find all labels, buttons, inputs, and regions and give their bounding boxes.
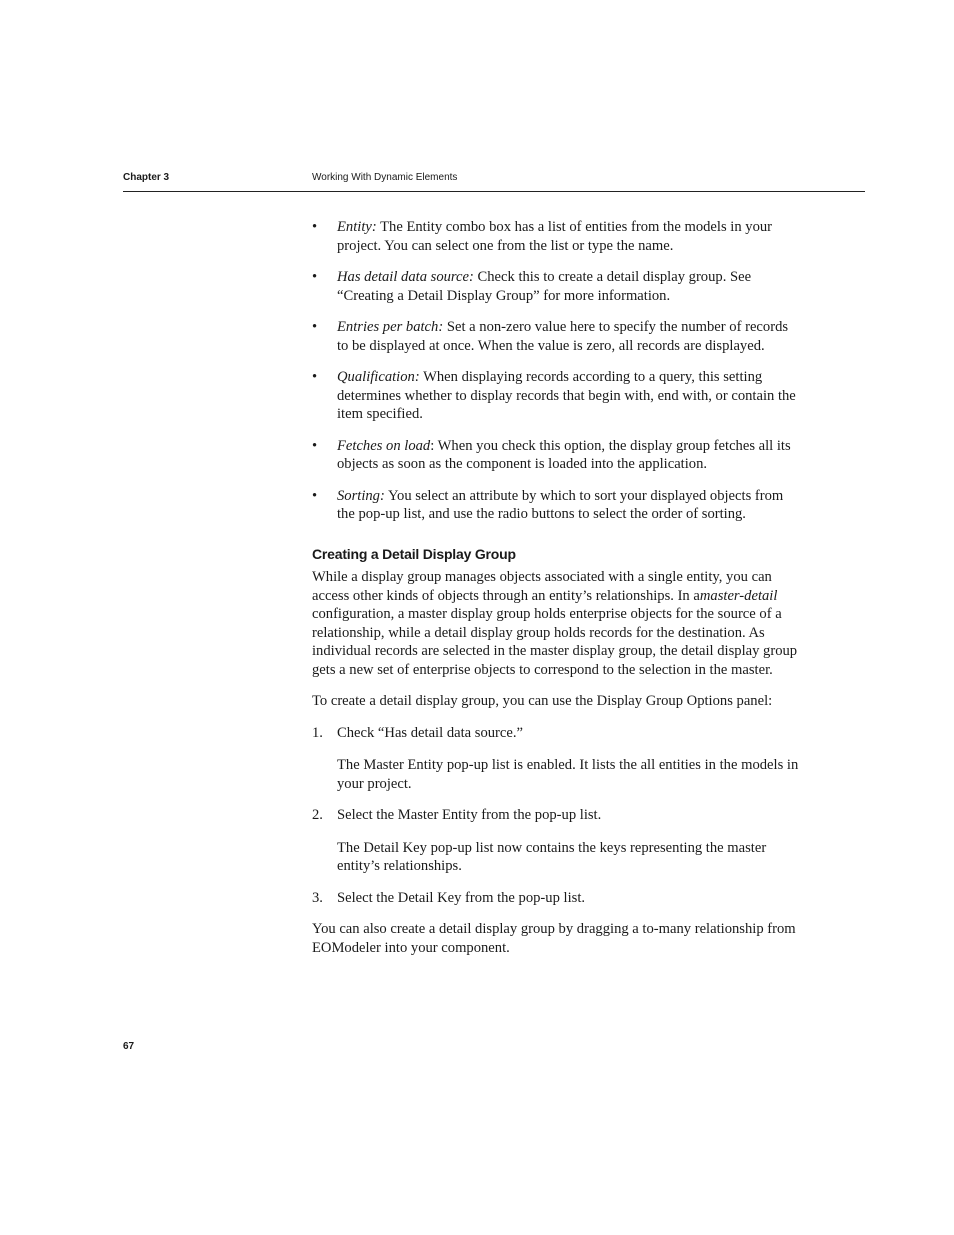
closing-paragraph: You can also create a detail display group by dragging a to-many relationship from EOModeler into your component. <box>312 921 796 956</box>
list-item <box>312 487 800 524</box>
step-result: The Detail Key pop-up list now contains the keys representing the master entity’s relationships. <box>337 839 767 874</box>
bullet-glyph: • <box>312 269 318 285</box>
section-heading: Creating a Detail Display Group <box>312 545 516 562</box>
step-number: 3. <box>312 889 323 906</box>
bullet-glyph: • <box>312 319 318 335</box>
intro-text-b: configuration, a master display group holds enterprise objects for the source of a relationship, while a detail display group holds records for the destination. As individual records are selected in the master display group, the detail display group gets a new set of enterprise objects to correspond to the selection in the master. <box>312 606 798 678</box>
page-body <box>312 218 800 970</box>
option-text: : When you check this option, the display group fetches all its objects as soon as the component is loaded into the application. <box>337 437 791 472</box>
option-list <box>312 218 800 524</box>
step-item <box>312 806 800 876</box>
chapter-label: Chapter 3 <box>123 172 170 183</box>
procedure-steps <box>312 724 800 908</box>
option-text: Set a non-zero value here to specify the number of records to be displayed at once. When the value is zero, all records are displayed. <box>337 319 789 354</box>
bullet-glyph: • <box>312 369 318 385</box>
bullet-glyph: • <box>312 487 318 504</box>
intro-text-a: While a display group manages objects associated with a single entity, you can access other kinds of objects through an entity’s relationships. In a <box>312 569 772 604</box>
option-text: You select an attribute by which to sort your displayed objects from the pop-up list, and use the radio buttons to select the order of sorting. <box>337 487 784 522</box>
step-text: Select the Master Entity from the pop-up list. <box>337 807 602 823</box>
procedure-intro: To create a detail display group, you can use the Display Group Options panel: <box>312 693 773 709</box>
bullet-glyph: • <box>312 219 318 235</box>
option-text: The Entity combo box has a list of entities from the models in your project. You can select one from the list or type the name. <box>337 219 773 254</box>
list-item <box>312 437 800 474</box>
option-term: Sorting: <box>337 487 385 504</box>
step-number: 2. <box>312 807 323 823</box>
list-item <box>312 268 800 305</box>
chapter-title: Working With Dynamic Elements <box>312 172 458 183</box>
page-number: 67 <box>123 1041 135 1052</box>
option-text: Check this to create a detail display group. See “Creating a Detail Display Group” for more information. <box>337 269 752 304</box>
step-text: Select the Detail Key from the pop-up list. <box>337 889 586 906</box>
list-item <box>312 368 800 424</box>
bullet-glyph: • <box>312 437 318 454</box>
list-item <box>312 318 800 355</box>
step-item <box>312 889 800 908</box>
running-header <box>123 170 865 192</box>
option-term: Fetches on load <box>337 437 431 454</box>
step-item <box>312 724 800 794</box>
option-term: Has detail data source: <box>337 269 474 285</box>
option-term: Qualification: <box>337 369 420 385</box>
step-text: Check “Has detail data source.” <box>337 724 523 741</box>
option-term: Entries per batch: <box>337 319 444 335</box>
intro-paragraph <box>312 568 800 679</box>
list-item <box>312 218 800 255</box>
option-text: When displaying records according to a query, this setting determines whether to display records that begin with, end with, or contain the item specified. <box>337 369 796 422</box>
intro-term: master-detail <box>699 587 778 604</box>
step-number: 1. <box>312 724 323 741</box>
option-term: Entity: <box>337 219 377 235</box>
step-result: The Master Entity pop-up list is enabled. It lists the all entities in the models in your project. <box>337 757 799 792</box>
